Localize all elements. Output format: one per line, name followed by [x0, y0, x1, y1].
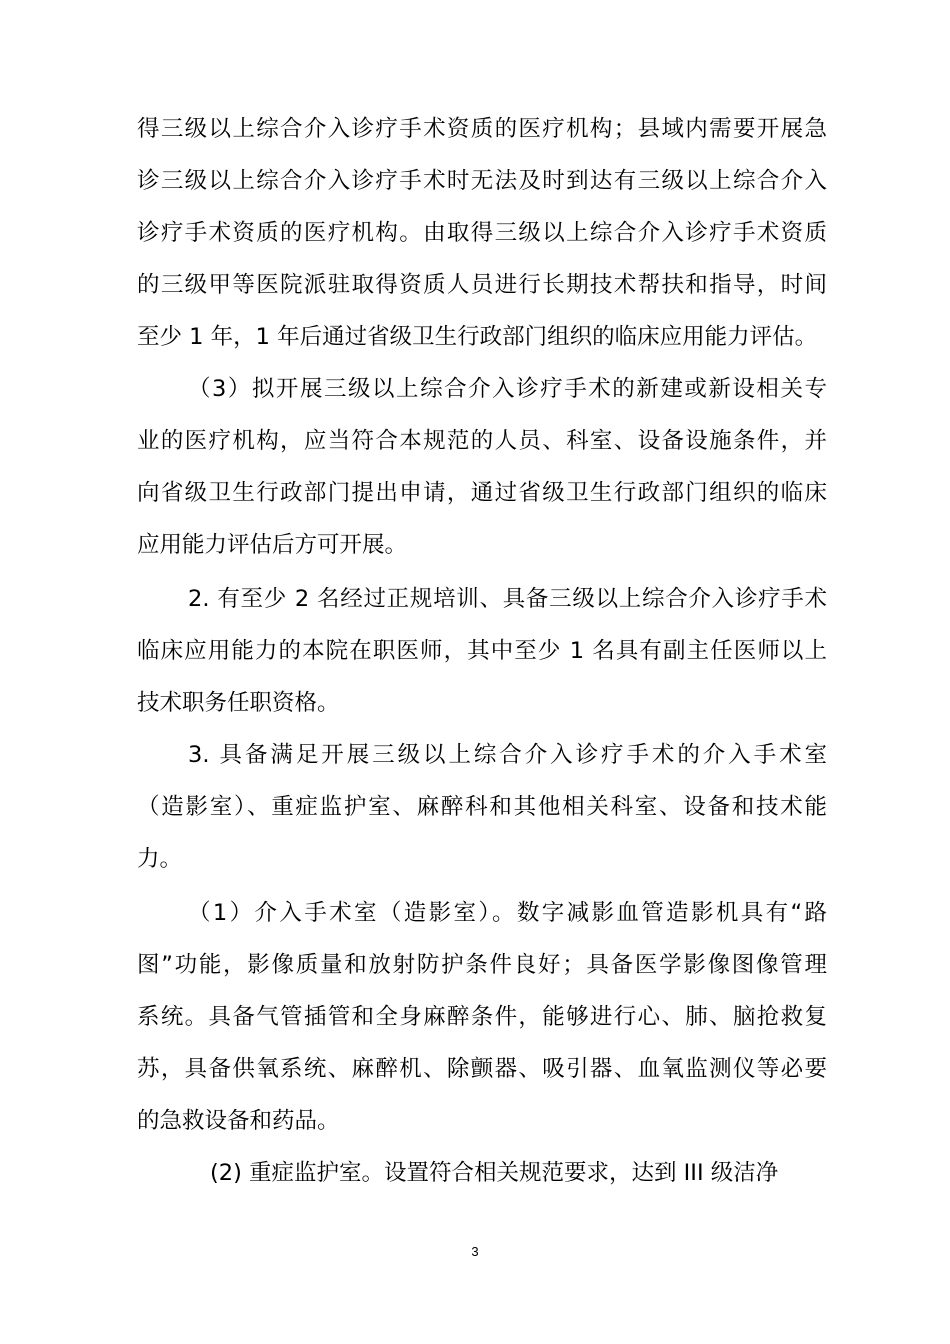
paragraph-line-9: 应用能力评估后方可开展。 — [137, 532, 408, 558]
paragraph-line-6: （3）拟开展三级以上综合介入诊疗手术的新建或新设相关专 — [188, 376, 827, 402]
paragraph-line-21: (2) 重症监护室。设置符合相关规范要求，达到 III 级洁净 — [210, 1160, 779, 1186]
paragraph-line-5: 至少 1 年，1 年后通过省级卫生行政部门组织的临床应用能力评估。 — [137, 324, 818, 350]
paragraph-line-17: 图”功能，影像质量和放射防护条件良好；具备医学影像图像管理 — [137, 952, 827, 978]
paragraph-line-4: 的三级甲等医院派驻取得资质人员进行长期技术帮扶和指导，时间 — [137, 272, 827, 298]
paragraph-line-12: 技术职务任职资格。 — [137, 690, 340, 716]
page-number: 3 — [471, 1244, 479, 1259]
paragraph-line-16: （1）介入手术室（造影室）。数字减影血管造影机具有“路 — [188, 900, 827, 926]
paragraph-line-14: （造影室）、重症监护室、麻醉科和其他相关科室、设备和技术能 — [137, 794, 827, 820]
paragraph-line-15: 力。 — [137, 846, 183, 872]
paragraph-line-20: 的急救设备和药品。 — [137, 1108, 340, 1134]
paragraph-line-10: 2. 有至少 2 名经过正规培训、具备三级以上综合介入诊疗手术 — [188, 586, 827, 612]
paragraph-line-8: 向省级卫生行政部门提出申请，通过省级卫生行政部门组织的临床 — [137, 480, 827, 506]
paragraph-line-3: 诊疗手术资质的医疗机构。由取得三级以上综合介入诊疗手术资质 — [137, 220, 827, 246]
paragraph-line-13: 3. 具备满足开展三级以上综合介入诊疗手术的介入手术室 — [188, 742, 827, 768]
paragraph-line-2: 诊三级以上综合介入诊疗手术时无法及时到达有三级以上综合介入 — [137, 168, 827, 194]
paragraph-line-7: 业的医疗机构，应当符合本规范的人员、科室、设备设施条件，并 — [137, 428, 827, 454]
paragraph-line-19: 苏，具备供氧系统、麻醉机、除颤器、吸引器、血氧监测仪等必要 — [137, 1056, 827, 1082]
paragraph-line-18: 系统。具备气管插管和全身麻醉条件，能够进行心、肺、脑抢救复 — [137, 1004, 827, 1030]
paragraph-line-11: 临床应用能力的本院在职医师，其中至少 1 名具有副主任医师以上 — [137, 638, 827, 664]
paragraph-line-1: 得三级以上综合介入诊疗手术资质的医疗机构；县域内需要开展急 — [137, 116, 827, 142]
